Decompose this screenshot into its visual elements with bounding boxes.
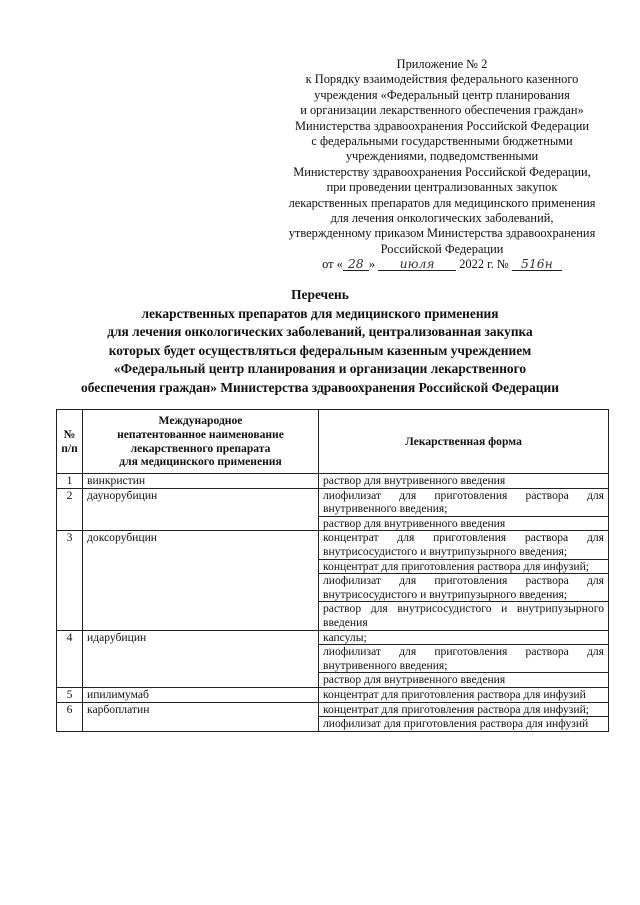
appendix-line: с федеральными государственными бюджетными: [311, 134, 573, 149]
drug-name: идарубицин: [83, 630, 319, 687]
appendix-line: Министерства здравоохранения Российской Федерации: [295, 118, 589, 133]
row-number: 1: [57, 474, 83, 489]
drug-form: лиофилизат для приготовления раствора для внутривенного введения;: [319, 488, 609, 516]
drug-form: лиофилизат для приготовления раствора для внутрисосудистого и внутрипузырного введения;: [319, 574, 609, 602]
appendix-line: утвержденному приказом Министерства здравоохранения: [288, 226, 596, 241]
title-line: для лечения онкологических заболеваний, централизованная закупка: [107, 324, 533, 340]
handwritten-order-number: 516н: [512, 257, 562, 271]
table-header-row: [57, 410, 609, 474]
drug-name: ипилимумаб: [83, 687, 319, 702]
drug-form: концентрат для приготовления раствора для инфузий;: [319, 702, 609, 717]
appendix-line: при проведении централизованных закупок: [326, 180, 558, 195]
row-number: 6: [57, 702, 83, 731]
date-prefix: от «: [322, 257, 343, 272]
order-date-line: [272, 257, 612, 272]
drug-form: раствор для внутривенного введения: [319, 474, 609, 489]
drug-form: лиофилизат для приготовления раствора для внутривенного введения;: [319, 645, 609, 673]
date-mid: »: [368, 257, 376, 272]
row-number: 2: [57, 488, 83, 531]
header-form: Лекарственная форма: [319, 410, 609, 474]
drug-form: концентрат для приготовления раствора для инфузий: [319, 687, 609, 702]
drug-list-table: [56, 409, 609, 732]
drug-name: даунорубицин: [83, 488, 319, 531]
drug-form: раствор для внутрисосудистого и внутрипузырного введения: [319, 602, 609, 630]
drug-form: капсулы;: [319, 630, 609, 645]
appendix-line: Приложение № 2: [396, 57, 488, 71]
drug-form: раствор для внутривенного введения: [319, 673, 609, 688]
drug-form: раствор для внутривенного введения: [319, 516, 609, 531]
drug-name: доксорубицин: [83, 531, 319, 630]
title-line: лекарственных препаратов для медицинского применения: [141, 305, 499, 321]
title-line: обеспечения граждан» Министерства здравоохранения Российской Федерации: [81, 379, 559, 395]
table-row: [57, 630, 609, 645]
appendix-line: Российской Федерации: [380, 241, 504, 256]
header-number-line: п/п: [61, 441, 78, 455]
title-line: Перечень: [291, 287, 349, 302]
table-row: [57, 474, 609, 489]
title-line: «Федеральный центр планирования и организации лекарственного: [113, 361, 527, 377]
appendix-line: учреждениями, подведомственными: [345, 149, 539, 164]
appendix-line: Министерству здравоохранения Российской Федерации,: [293, 164, 591, 179]
appendix-line: для лечения онкологических заболеваний,: [330, 211, 554, 226]
header-number-line: №: [63, 427, 76, 441]
drug-form: концентрат для приготовления раствора для внутрисосудистого и внутрипузырного введения;: [319, 531, 609, 559]
table-row: [57, 488, 609, 516]
appendix-line: и организации лекарственного обеспечения граждан»: [300, 103, 584, 118]
drug-form: лиофилизат для приготовления раствора для инфузий: [319, 717, 609, 732]
appendix-line: к Порядку взаимодействия федерального казенного: [305, 72, 579, 87]
header-name-line: для медицинского применения: [119, 455, 282, 469]
appendix-header: [272, 57, 612, 273]
drug-name: карбоплатин: [83, 702, 319, 731]
handwritten-month: июля: [378, 257, 456, 271]
document-title: [0, 286, 640, 398]
header-name-line: лекарственного препарата: [130, 441, 271, 455]
appendix-line: учреждения «Федеральный центр планирования: [314, 87, 570, 102]
header-name-line: Международное: [158, 414, 243, 428]
row-number: 5: [57, 687, 83, 702]
table-row: [57, 702, 609, 717]
handwritten-day: 28: [343, 257, 369, 271]
drug-name: винкристин: [83, 474, 319, 489]
header-name: [83, 410, 319, 474]
header-name-line: непатентованное наименование: [117, 427, 284, 441]
header-number: [57, 410, 83, 474]
appendix-line: лекарственных препаратов для медицинского применения: [288, 195, 596, 210]
title-line: которых будет осуществляться федеральным казенным учреждением: [108, 342, 532, 358]
table-row: [57, 687, 609, 702]
drug-form: концентрат для приготовления раствора для инфузий;: [319, 559, 609, 574]
row-number: 4: [57, 630, 83, 687]
row-number: 3: [57, 531, 83, 630]
date-year: 2022 г. №: [459, 257, 509, 272]
table-row: [57, 531, 609, 559]
